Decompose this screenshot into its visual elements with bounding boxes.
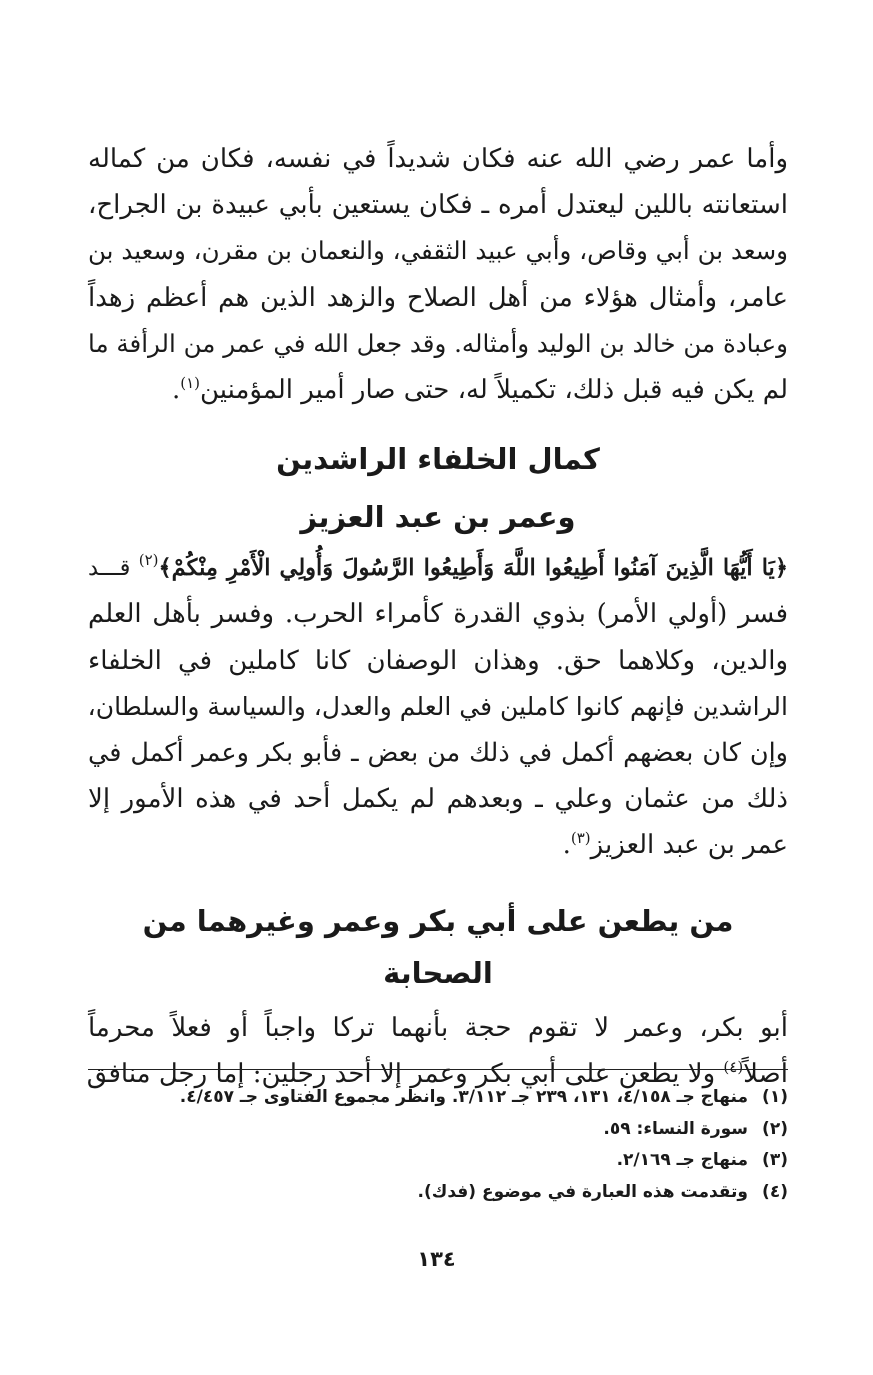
period: .	[562, 830, 571, 861]
text-line: ذلك من عثمان وعلي ـ وبعدهم لم يكمل أحد في هذه الأمور إلا	[88, 784, 788, 815]
footnote-text: منهاج جـ ٤/١٥٨، ١٣١، ٢٣٩ جـ ٣/١١٢. وانظر مجموع الفتاوى جـ ٤/٤٥٧.	[179, 1087, 748, 1107]
text-line: استعانته باللين ليعتدل أمره ـ فكان يستعين بأبي عبيدة بن الجراح،	[88, 190, 788, 221]
footnote-number: (١)	[762, 1087, 788, 1107]
footnote-text: سورة النساء: ٥٩.	[603, 1118, 748, 1139]
text-line: وعبادة من خالد بن الوليد وأمثاله. وقد جعل الله في عمر من الرأفة ما	[88, 328, 788, 358]
footnote-4	[120, 1177, 788, 1209]
footnote-number: (٤)	[762, 1181, 788, 1202]
text-line-last	[88, 822, 788, 868]
footnote-2	[120, 1114, 788, 1146]
text-line: والدين، وكلاهما حق. وهذان الوصفان كانا كاملين في الخلفاء	[88, 645, 788, 676]
section-heading-caliphs: كمال الخلفاء الراشدين	[276, 442, 600, 477]
text-line-start: أصلاً	[743, 1058, 788, 1089]
text-line-content: لم يكن فيه قبل ذلك، تكميلاً له، حتى صار أمير المؤمنين	[200, 375, 788, 406]
section-heading-criticism: من يطعن على أبي بكر وعمر وغيرهما من الصحابة	[142, 903, 734, 990]
footnote-number: (٣)	[762, 1150, 788, 1170]
text-line: وإن كان بعضهم أكمل في ذلك من بعض ـ فأبو بكر وعمر أكمل في	[88, 738, 788, 769]
footnote-ref-4[interactable]: (٤)	[723, 1057, 744, 1076]
quran-tail: قـــد	[88, 555, 131, 582]
footnote-3	[120, 1145, 788, 1177]
paragraph-rulers	[88, 545, 788, 868]
footnotes	[120, 1082, 788, 1208]
text-line: أبو بكر، وعمر لا تقوم حجة بأنهما تركا واجباً أو فعلاً محرماً	[88, 1012, 788, 1043]
text-line: الراشدين فإنهم كانوا كاملين في العلم والعدل، والسياسة والسلطان،	[87, 691, 788, 721]
paragraph-umar-gentleness	[88, 136, 788, 413]
text-line-last	[88, 367, 788, 413]
footnote-text: وتقدمت هذه العبارة في موضوع (فدك).	[417, 1181, 748, 1202]
section-heading-umar-abdulaziz: وعمر بن عبد العزيز	[300, 500, 576, 535]
footnote-number: (٢)	[762, 1118, 788, 1139]
quran-verse: ﴿يَا أَيُّهَا الَّذِينَ آمَنُوا أَطِيعُوا اللَّهَ وَأَطِيعُوا الرَّسُولَ وَأُولِي الْأَمْرِ مِنْكُمْ﴾	[158, 555, 789, 582]
footnote-ref-2[interactable]: (٢)	[138, 551, 159, 570]
text-line: وسعد بن أبي وقاص، وأبي عبيد الثقفي، والنعمان بن مقرن، وسعيد بن	[88, 236, 788, 266]
footnote-1	[120, 1082, 788, 1114]
footnote-text: منهاج جـ ٢/١٦٩.	[616, 1150, 748, 1170]
quran-line	[88, 545, 788, 591]
period: .	[171, 375, 181, 406]
footnote-ref-3[interactable]: (٣)	[570, 829, 591, 848]
text-line-rest: ولا يطعن على أبي بكر وعمر إلا أحد رجلين: إما رجل منافق	[86, 1058, 724, 1089]
text-line: فسر (أولي الأمر) بذوي القدرة كأمراء الحرب. وفسر بأهل العلم	[88, 599, 788, 630]
page-number: ١٣٤	[417, 1247, 456, 1271]
text-line-content: عمر بن عبد العزيز	[590, 830, 788, 861]
text-line: وأما عمر رضي الله عنه فكان شديداً في نفسه، فكان من كماله	[88, 144, 788, 174]
footnote-divider	[88, 1069, 788, 1070]
footnote-ref-1[interactable]: (١)	[180, 374, 201, 393]
page-body	[88, 136, 788, 1097]
text-line: عامر، وأمثال هؤلاء من أهل الصلاح والزهد الذين هم أعظم زهداً	[88, 282, 788, 313]
